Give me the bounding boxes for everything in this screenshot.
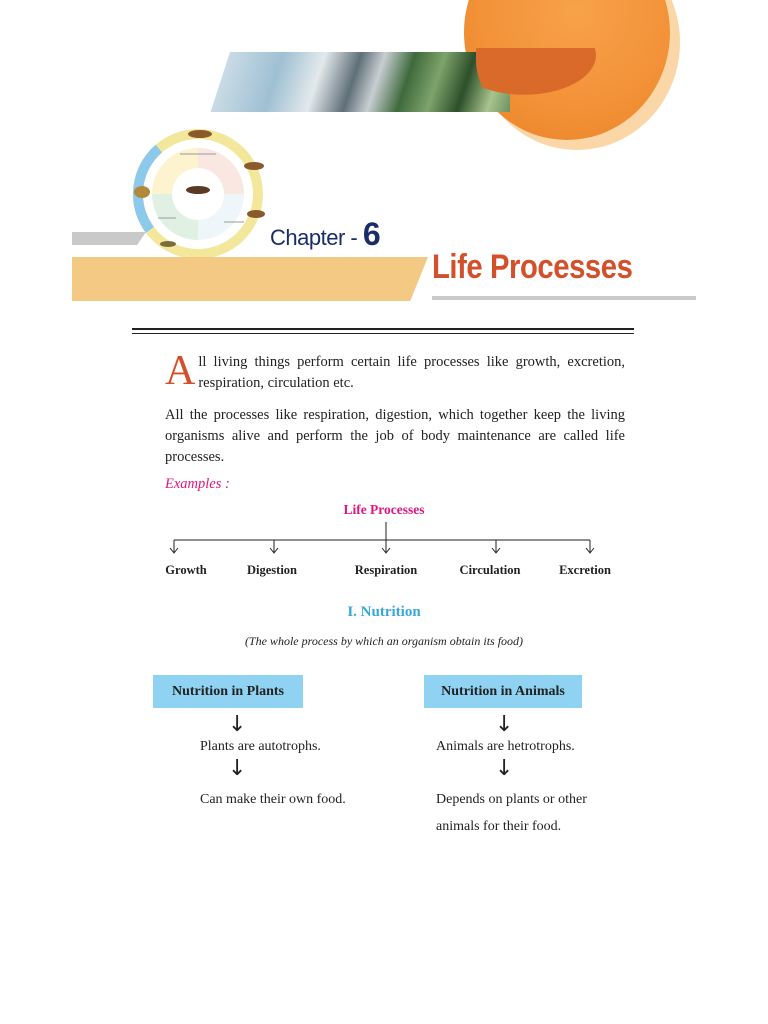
examples-label: Examples : <box>165 476 230 492</box>
drop-cap: A <box>165 348 196 394</box>
plants-fact-2: Can make their own food. <box>200 792 346 807</box>
tree-title: Life Processes <box>343 502 425 517</box>
plants-fact-1: Plants are autotrophs. <box>200 739 321 754</box>
down-arrow-icon: ↓ <box>228 756 247 781</box>
nutrition-subtitle: (The whole process by which an organism obtain its food) <box>244 634 524 648</box>
heading-grey-bar <box>72 232 146 245</box>
heading-tan-bar <box>72 257 428 301</box>
intro-paragraph-2: All the processes like respiration, digestion, which together keep the living organisms alive and perform the job of body maintenance are called life processes. <box>165 407 625 465</box>
nutrition-heading: I. Nutrition <box>347 604 421 620</box>
down-arrow-icon: ↓ <box>495 756 514 781</box>
animals-fact-2a: Depends on plants or other <box>436 792 587 807</box>
header-photo-banner <box>210 52 510 112</box>
chapter-label: Chapter - 6 <box>270 216 381 252</box>
life-cycle-diagram <box>128 126 268 260</box>
down-arrow-icon: ↓ <box>228 712 247 737</box>
tree-item-growth: Growth <box>165 563 207 577</box>
chapter-title: Life Processes <box>432 248 633 286</box>
animals-fact-1: Animals are hetrotrophs. <box>436 739 575 754</box>
section-rule <box>132 328 634 330</box>
nutrition-plants-box: Nutrition in Plants <box>153 675 303 708</box>
section-rule-thin <box>132 333 634 334</box>
tree-item-digestion: Digestion <box>247 563 297 577</box>
title-underline <box>432 296 696 300</box>
intro-paragraph-1: All living things perform certain life processes like growth, excretion, respiration, circulation etc. <box>165 348 625 394</box>
animals-fact-2b: animals for their food. <box>436 819 562 834</box>
tree-item-excretion: Excretion <box>559 563 611 577</box>
chapter-number: 6 <box>362 216 381 252</box>
tree-connectors <box>160 522 610 556</box>
tree-item-circulation: Circulation <box>459 563 521 577</box>
nutrition-animals-box: Nutrition in Animals <box>424 675 582 708</box>
tree-item-respiration: Respiration <box>354 563 418 577</box>
down-arrow-icon: ↓ <box>495 712 514 737</box>
